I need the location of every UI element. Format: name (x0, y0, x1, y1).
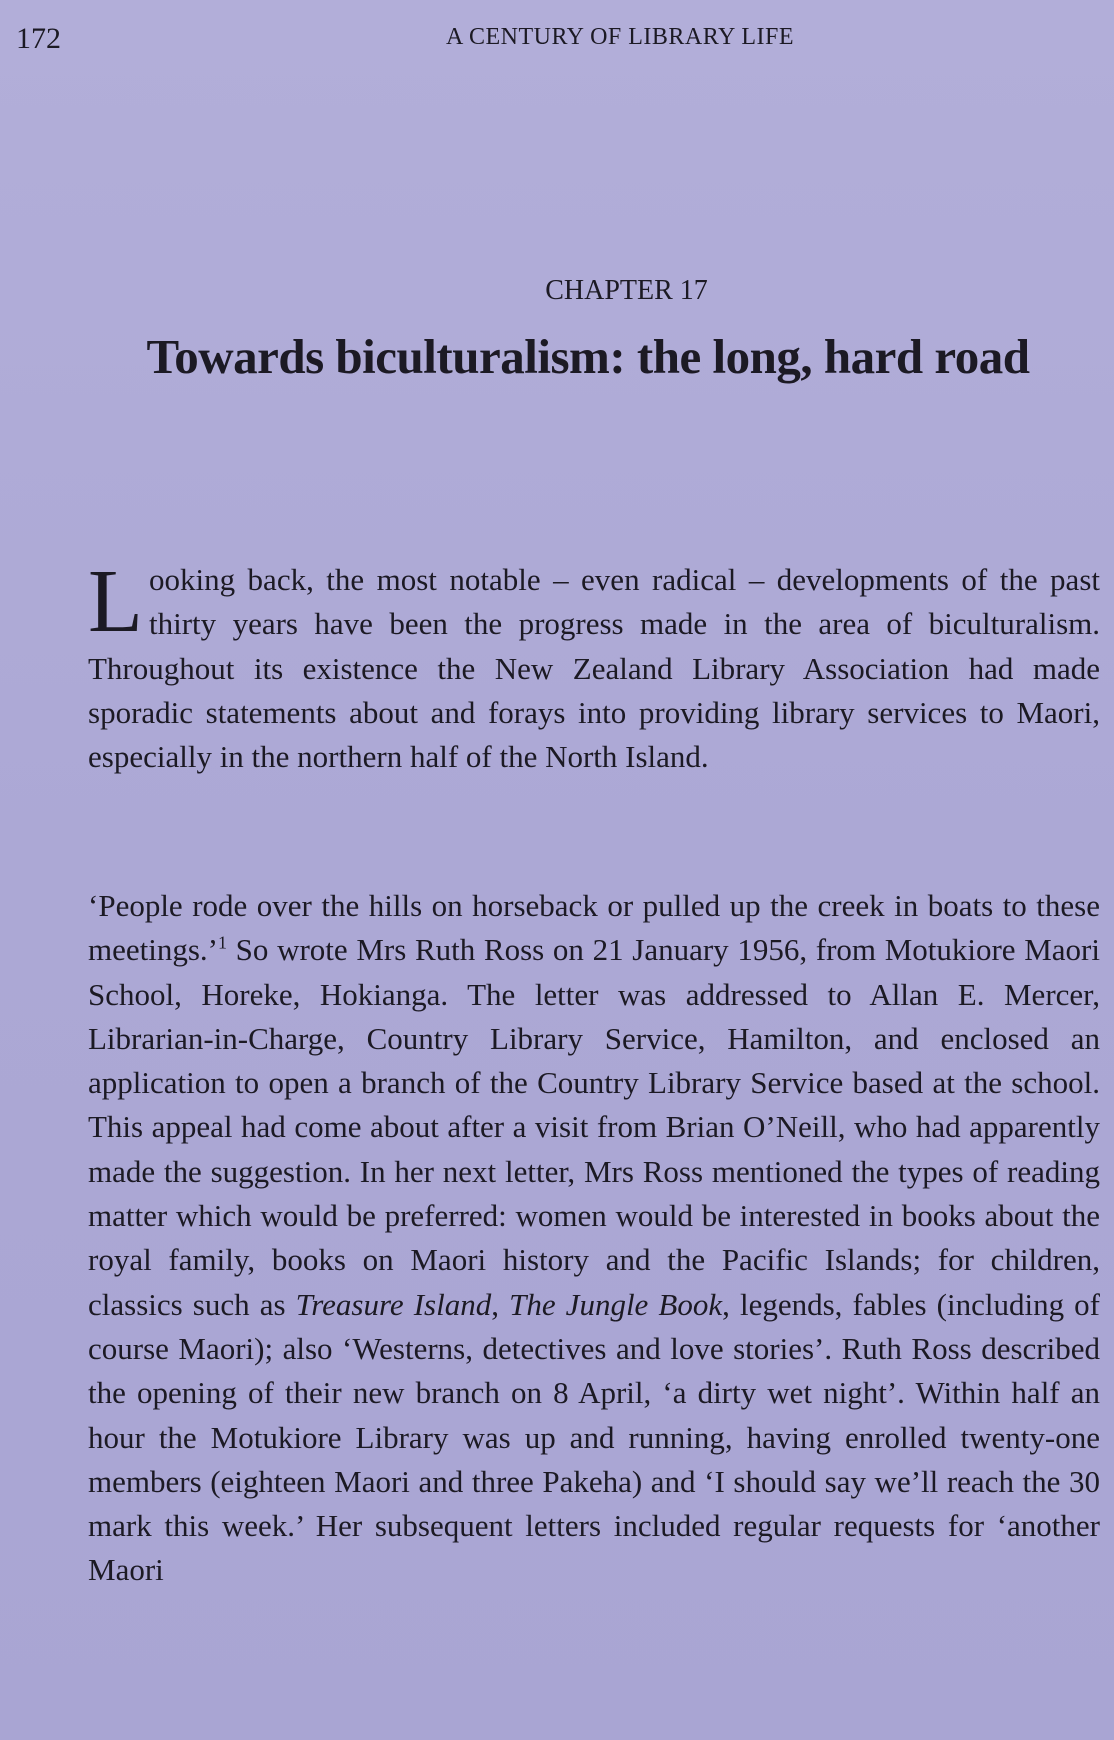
book-title-treasure-island: Treasure Island (295, 1286, 492, 1322)
body-paragraph-1 (88, 552, 1100, 779)
chapter-label: CHAPTER 17 (545, 275, 708, 306)
paragraph-1-text: ooking back, the most notable – even radical – developments of the past thirty years have been the progress made in the area of biculturalism. Throughout its existence the New Zealand Library Association had made sporadic statements about and forays into providing library services to Maori, especially in the northern half of the North Island. (88, 562, 1100, 775)
paragraph-2-text-part3: , legends, fables (including of course Maori); also ‘Westerns, detectives and love stories’. Ruth Ross described the opening of their new branch on 8 April, ‘a dirty wet night’. Within half an hour the Motukiore Library was up and running, having enrolled twenty-one members (eighteen Maori and three Pakeha) and ‘I should say we’ll reach the 30 mark this week.’ Her subsequent letters included regular requests for ‘another Maori (88, 1286, 1101, 1588)
title-separator: , (491, 1286, 510, 1322)
paragraph-2-text-part2: So wrote Mrs Ruth Ross on 21 January 1956, from Motukiore Maori School, Horeke, Hokianga. The letter was addressed to Allan E. Mercer, Librarian-in-Charge, Country Library Service, Hamilton, and enclosed an application to open a branch of the Country Library Service based at the school. This appeal had come about after a visit from Brian O’Neill, who had apparently made the suggestion. In her next letter, Mrs Ross mentioned the types of reading matter which would be preferred: women would be interested in books about the royal family, books on Maori history and the Pacific Islands; for children, classics such as (88, 932, 1100, 1322)
page-number: 172 (16, 22, 61, 55)
book-title-jungle-book: The Jungle Book (509, 1286, 723, 1322)
body-paragraph-2 (88, 884, 1100, 1593)
footnote-marker: 1 (218, 932, 227, 953)
chapter-title: Towards biculturalism: the long, hard road (146, 329, 1030, 384)
drop-cap: L (88, 552, 143, 651)
paragraph-2-text-part1: ‘People rode over the hills on horseback or pulled up the creek in boats to these meetings.’ (88, 888, 1100, 968)
running-head: A CENTURY OF LIBRARY LIFE (445, 24, 795, 50)
